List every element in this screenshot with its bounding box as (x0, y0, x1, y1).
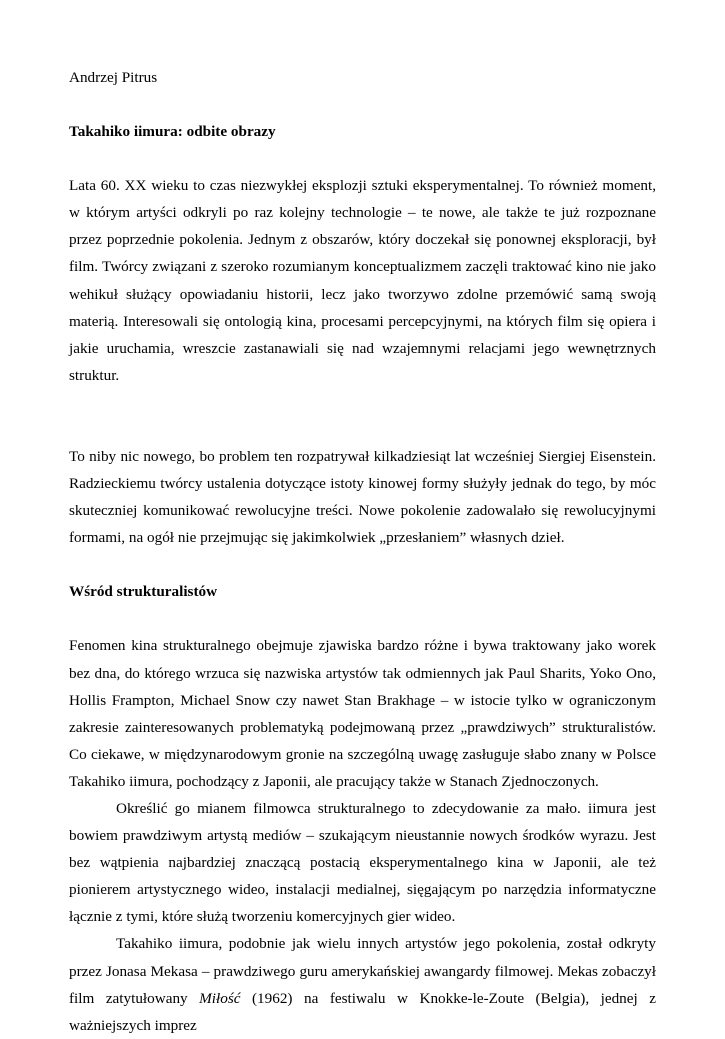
paragraph-4: Określić go mianem filmowca strukturalnego to zdecydowanie za mało. iimura jest bowiem prawdziwym artystą mediów – szukającym nieustannie nowych środków wyrazu. Jest bez wątpienia najbardziej znaczącą postacią eksperymentalnego kina w Japonii, ale też pionierem artystycznego wideo, instalacji medialnej, sięgającym po narzędzia informatyczne łącznie z tymi, które służą tworzeniu komercyjnych gier wideo. (69, 799, 656, 926)
paragraph-5-text-start: Takahiko iimura, podobnie jak wielu innych artystów jego pokolenia, został odkryty przez Jonasa Mekasa – prawdziwego guru amerykańskiej awangardy filmowej. Mekas zobaczył film zatytułowany (69, 935, 656, 1007)
section-heading: Wśród strukturalistów (69, 583, 218, 601)
document-page (69, 64, 656, 1039)
author-name: Andrzej Pitrus (69, 69, 158, 86)
paragraph-5-text-end: (1962) na festiwalu w Knokke-le-Zoute (Belgia), jednej z ważniejszych imprez (69, 989, 656, 1034)
article-title: Takahiko iimura: odbite obrazy (69, 123, 276, 141)
film-title: Miłość (199, 989, 241, 1007)
paragraph-1: Lata 60. XX wieku to czas niezwykłej eksplozji sztuki eksperymentalnej. To również moment, w którym artyści odkryli po raz kolejny technologie – te nowe, ale także te już rozpoznane przez poprzednie pokolenia. Jednym z obszarów, który doczekał się ponownej eksploracji, był film. Twórcy związani z szeroko rozumianym konceptualizmem zaczęli traktować kino nie jako wehikuł służący opowiadaniu historii, lecz jako tworzywo zdolne przemówić samą swoją materią. Interesowali się ontologią kina, procesami percepcyjnymi, na których film się opiera i jakie uruchamia, wreszcie zastanawiali się nad wzajemnymi relacjami jego wewnętrznych struktur. (69, 177, 656, 384)
paragraph-5 (69, 930, 656, 1038)
paragraph-3: Fenomen kina strukturalnego obejmuje zjawiska bardzo różne i bywa traktowany jako worek bez dna, do którego wrzuca się nazwiska artystów tak odmiennych jak Paul Sharits, Yoko Ono, Hollis Frampton, Michael Snow czy nawet Stan Brakhage – w istocie tylko w ograniczonym zakresie zainteresowanych problematyką podejmowaną przez „prawdziwych” strukturalistów. Co ciekawe, w międzynarodowym gronie na szczególną uwagę zasługuje słabo znany w Polsce Takahiko iimura, pochodzący z Japonii, ale pracujący także w Stanach Zjednoczonych. (69, 637, 656, 790)
paragraph-2: To niby nic nowego, bo problem ten rozpatrywał kilkadziesiąt lat wcześniej Siergiej Eisenstein. Radzieckiemu twórcy ustalenia dotyczące istoty kinowej formy służyły jednak do tego, by móc skuteczniej komunikować rewolucyjne treści. Nowe pokolenie zadowalało się rewolucyjnymi formami, na ogół nie przejmując się jakimkolwiek „przesłaniem” własnych dzieł. (69, 447, 656, 547)
